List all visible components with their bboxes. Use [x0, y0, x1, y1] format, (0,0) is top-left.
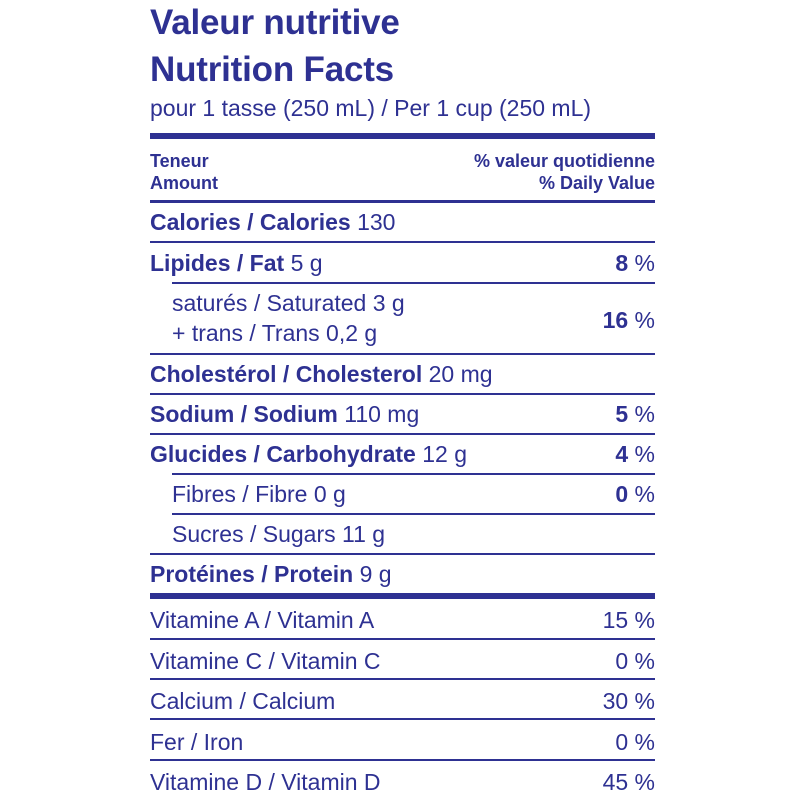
protein-label: Protéines / Protein — [150, 561, 354, 587]
amount-header-fr: Teneur — [150, 151, 209, 171]
calories-label: Calories / Calories — [150, 209, 351, 235]
serving-size: pour 1 tasse (250 mL) / Per 1 cup (250 mL) — [150, 95, 592, 121]
fat-amount: 5 g — [290, 250, 323, 276]
title-english: Nutrition Facts — [150, 50, 394, 89]
vitamin-a-label: Vitamine A / Vitamin A — [150, 607, 375, 633]
carbohydrate-amount: 12 g — [422, 441, 468, 467]
calcium-label: Calcium / Calcium — [150, 688, 336, 714]
iron-label: Fer / Iron — [150, 729, 244, 755]
row-saturated — [172, 290, 655, 317]
divider — [172, 473, 655, 475]
row-protein — [150, 561, 655, 588]
vitamin-d-dv: 45 % — [602, 769, 655, 795]
divider — [150, 638, 655, 640]
daily-value-header — [474, 150, 655, 194]
row-iron — [150, 729, 655, 756]
vitamin-a-dv: 15 % — [602, 607, 655, 633]
divider — [150, 759, 655, 761]
divider — [150, 353, 655, 355]
sugars-label: Sucres / Sugars 11 g — [172, 521, 386, 547]
row-vitamin-a — [150, 607, 655, 634]
dv-header-en: % Daily Value — [538, 173, 655, 193]
sodium-amount: 110 mg — [344, 401, 420, 427]
row-vitamin-d — [150, 769, 655, 796]
vitamin-d-label: Vitamine D / Vitamin D — [150, 769, 381, 795]
carbohydrate-label: Glucides / Carbohydrate — [150, 441, 416, 467]
fibre-dv: 0 % — [615, 481, 655, 507]
divider — [150, 433, 655, 435]
protein-amount: 9 g — [359, 561, 392, 587]
row-fat — [150, 250, 655, 277]
vitamin-c-dv: 0 % — [615, 648, 655, 674]
row-fibre — [172, 481, 655, 508]
divider — [172, 513, 655, 515]
amount-header-en: Amount — [150, 173, 218, 193]
divider — [150, 393, 655, 395]
amount-header — [150, 150, 218, 194]
divider — [172, 282, 655, 284]
thick-rule-vitamins — [150, 593, 655, 599]
rule-under-header — [150, 200, 655, 203]
row-sugars — [172, 521, 655, 548]
cholesterol-label: Cholestérol / Cholesterol — [150, 361, 423, 387]
calories-amount: 130 — [357, 209, 396, 235]
divider — [150, 678, 655, 680]
cholesterol-amount: 20 mg — [428, 361, 493, 387]
calcium-dv: 30 % — [602, 688, 655, 714]
row-carbohydrate — [150, 441, 655, 468]
dv-header-fr: % valeur quotidienne — [473, 151, 655, 171]
divider — [150, 718, 655, 720]
title-french: Valeur nutritive — [150, 3, 400, 42]
row-sodium — [150, 401, 655, 428]
sodium-label: Sodium / Sodium — [150, 401, 338, 427]
row-calories — [150, 209, 655, 236]
divider — [150, 553, 655, 555]
fat-dv: 8 % — [615, 250, 655, 276]
row-trans — [172, 320, 655, 347]
vitamin-c-label: Vitamine C / Vitamin C — [150, 648, 381, 674]
saturated-label: saturés / Saturated 3 g — [172, 290, 405, 316]
divider — [150, 241, 655, 243]
fibre-label: Fibres / Fibre 0 g — [172, 481, 346, 507]
trans-label: + trans / Trans 0,2 g — [172, 320, 378, 346]
carbohydrate-dv: 4 % — [615, 441, 655, 467]
row-calcium — [150, 688, 655, 715]
fat-label: Lipides / Fat — [150, 250, 285, 276]
thick-rule-top — [150, 133, 655, 139]
row-cholesterol — [150, 361, 655, 388]
sodium-dv: 5 % — [615, 401, 655, 427]
row-vitamin-c — [150, 648, 655, 675]
sat-trans-dv: 16 % — [602, 307, 655, 333]
iron-dv: 0 % — [615, 729, 655, 755]
